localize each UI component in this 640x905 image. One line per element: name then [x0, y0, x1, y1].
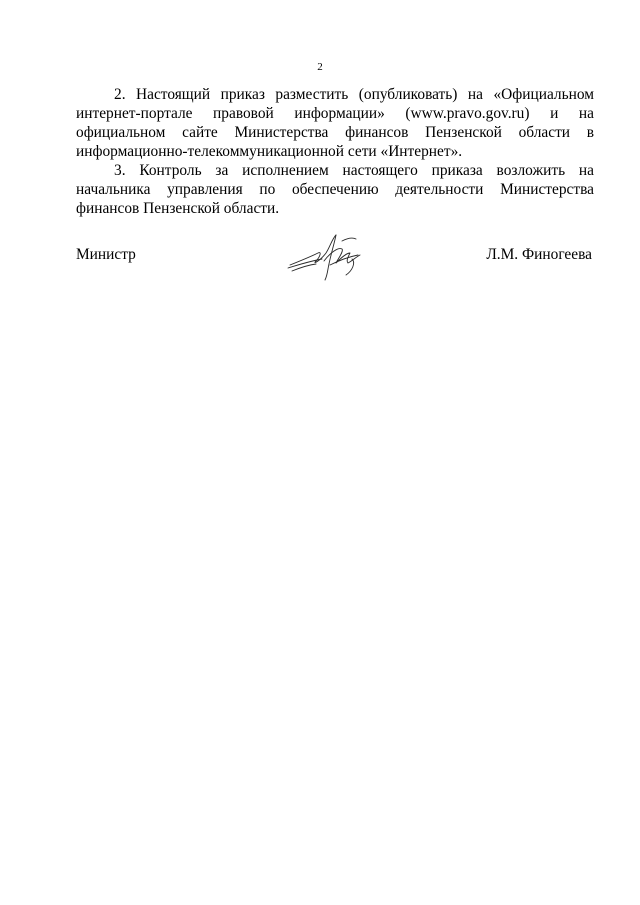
paragraph-control: 3. Контроль за исполнением настоящего приказа возложить на начальника управления по обеспечению деятельности Министерства финансов Пензенской области. [76, 162, 594, 217]
signatory-title: Министр [76, 246, 136, 263]
document-body [76, 85, 594, 218]
signature-block [76, 245, 592, 265]
paragraph-publication: 2. Настоящий приказ разместить (опубликовать) на «Официальном интернет-портале правовой информации» (www.pravo.gov.ru) и на официальном сайте Министерства финансов Пензенской области в информационно-телекоммуникационной сети «Интернет». [76, 86, 594, 160]
handwritten-signature [286, 231, 372, 281]
signatory-name: Л.М. Финогеева [486, 246, 592, 263]
page-number: 2 [317, 61, 323, 73]
